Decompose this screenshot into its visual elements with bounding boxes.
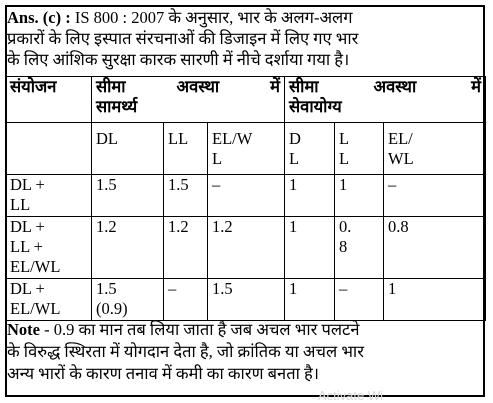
header-strength-line-2: सामर्थ्य (96, 97, 138, 116)
row-2-dl-strength: 1.2 (92, 217, 164, 279)
header-strength-word-3: में (270, 77, 281, 96)
row-1-elwl-strength: – (208, 175, 285, 217)
subheader-ll-service-line-2: L (339, 149, 350, 168)
intro-line-1 (7, 7, 477, 28)
header-service-line-1 (289, 77, 481, 97)
header-service-word-3: में (471, 77, 482, 96)
row-2-dl-service: 1 (285, 217, 335, 279)
row-3-elwl-strength: 1.5 (208, 279, 285, 321)
subheader-empty (6, 123, 92, 175)
activation-watermark: Activate Wi (318, 388, 384, 403)
answer-note (7, 319, 479, 385)
row-2-combination-line-3: EL/WL (10, 257, 61, 276)
note-line-3: अन्य भारों के कारण तनाव में कमी का कारण बनता है। (7, 364, 320, 383)
header-strength-line-1 (96, 77, 280, 97)
row-1-combination-line-1: DL + (10, 175, 45, 194)
header-row (6, 77, 486, 123)
subheader-ll-strength: LL (164, 123, 208, 175)
subheader-dl-service-line-1: D (289, 129, 301, 148)
subheader-elwl-service-line-1: EL/ (388, 129, 413, 148)
partial-safety-factor-table (5, 76, 486, 321)
row-2-combination (6, 217, 92, 279)
header-service-word-1: सीमा (289, 77, 319, 96)
subheader-dl-service (285, 123, 335, 175)
row-1-combination-line-2: LL (10, 195, 31, 214)
header-strength-word-1: सीमा (96, 77, 126, 96)
row-3-elwl-service: 1 (384, 279, 486, 321)
row-2-elwl-service: 0.8 (384, 217, 486, 279)
intro-line-3: के लिए आंशिक सुरक्षा कारक सारणी में नीचे दर्शाया गया है। (7, 50, 350, 69)
subheader-row (6, 123, 486, 175)
row-1-combination (6, 175, 92, 217)
row-2-combination-line-2: LL + (10, 237, 43, 256)
table-row (6, 279, 486, 321)
subheader-elwl-strength-line-1: EL/W (212, 129, 253, 148)
row-3-combination-line-1: DL + (10, 279, 45, 298)
header-combination: संयोजन (6, 77, 92, 123)
subheader-dl-strength: DL (92, 123, 164, 175)
row-2-elwl-strength: 1.2 (208, 217, 285, 279)
row-3-dl-strength-line-2: (0.9) (96, 299, 128, 318)
row-2-ll-strength: 1.2 (164, 217, 208, 279)
header-service-word-2: अवस्था (373, 77, 417, 96)
intro-line-1-text: IS 800 : 2007 के अनुसार, भार के अलग-अलग (70, 8, 353, 27)
note-line-1 (7, 319, 479, 341)
row-3-combination (6, 279, 92, 321)
row-3-ll-strength: – (164, 279, 208, 321)
header-limit-state-strength (92, 77, 285, 123)
row-2-combination-line-1: DL + (10, 217, 45, 236)
row-2-ll-service (335, 217, 384, 279)
row-1-dl-strength: 1.5 (92, 175, 164, 217)
row-2-ll-service-line-1: 0. (339, 217, 352, 236)
subheader-ll-service-line-1: L (339, 129, 350, 148)
answer-label: Ans. (c) : (7, 8, 71, 27)
header-strength-word-2: अवस्था (176, 77, 220, 96)
row-3-ll-service: – (335, 279, 384, 321)
answer-intro (7, 7, 477, 70)
table-row (6, 175, 486, 217)
row-3-dl-service: 1 (285, 279, 335, 321)
row-3-dl-strength-line-1: 1.5 (96, 279, 117, 298)
subheader-ll-service (335, 123, 384, 175)
note-line-1-text: - 0.9 का मान तब लिया जाता है जब अचल भार पलटने (39, 320, 360, 339)
row-1-ll-strength: 1.5 (164, 175, 208, 217)
subheader-elwl-service-line-2: WL (388, 149, 414, 168)
note-label: Note (7, 320, 40, 339)
row-2-ll-service-line-2: 8 (339, 237, 348, 256)
note-line-2: के विरुद्ध स्थिरता में योगदान देता है, जो क्रांतिक या अचल भार (7, 342, 364, 361)
row-1-elwl-service: – (384, 175, 486, 217)
table-row (6, 217, 486, 279)
row-1-dl-service: 1 (285, 175, 335, 217)
subheader-elwl-strength (208, 123, 285, 175)
row-3-dl-strength (92, 279, 164, 321)
subheader-dl-service-line-2: L (289, 149, 300, 168)
subheader-elwl-service (384, 123, 486, 175)
intro-line-2: प्रकारों के लिए इस्पात संरचनाओं की डिजाइन में लिए गए भार (7, 29, 359, 48)
header-service-line-2: सेवायोग्य (289, 97, 342, 116)
row-3-combination-line-2: EL/WL (10, 299, 61, 318)
header-limit-state-serviceability (285, 77, 486, 123)
subheader-elwl-strength-line-2: L (212, 149, 223, 168)
row-1-ll-service: 1 (335, 175, 384, 217)
